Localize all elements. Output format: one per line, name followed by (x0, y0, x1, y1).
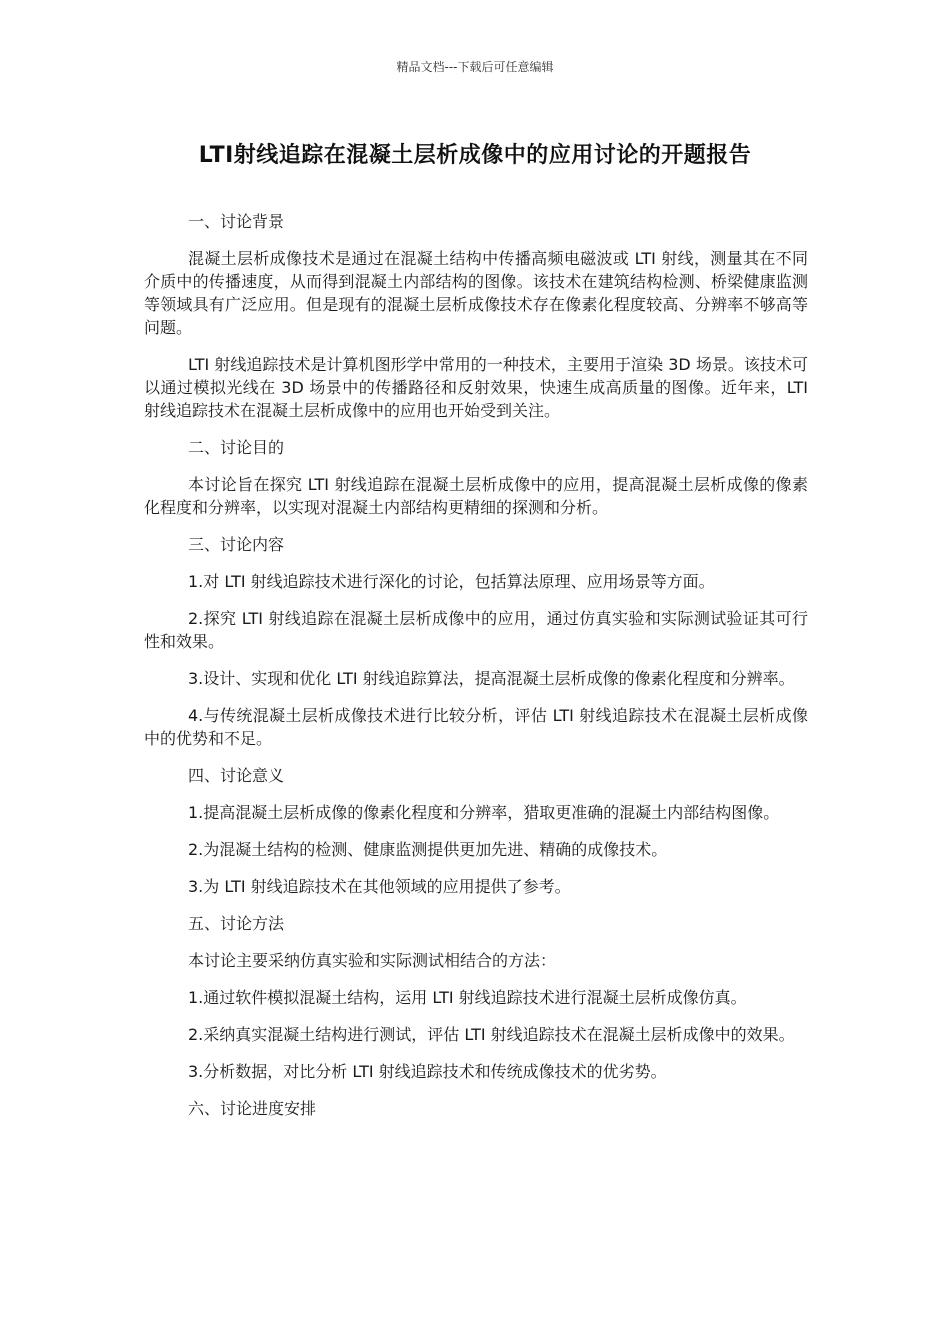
section-heading-significance: 四、讨论意义 (188, 766, 285, 785)
paragraph: 本讨论主要采纳仿真实验和实际测试相结合的方法： (188, 951, 557, 970)
list-item: 1.对 LTI 射线追踪技术进行深化的讨论，包括算法原理、应用场景等方面。 (188, 572, 715, 591)
paragraph: 本讨论旨在探究 LTI 射线追踪在混凝土层析成像中的应用，提高混凝土层析成像的像素化程度和分辨率，以实现对混凝土内部结构更精细的探测和分析。 (144, 475, 808, 517)
list-item: 2.探究 LTI 射线追踪在混凝土层析成像中的应用，通过仿真实验和实际测试验证其可行性和效果。 (144, 609, 808, 651)
document-title: LTI射线追踪在混凝土层析成像中的应用讨论的开题报告 (198, 143, 752, 168)
section-heading-method: 五、讨论方法 (188, 914, 285, 933)
page-header: 精品文档---下载后可任意编辑 (396, 60, 554, 74)
document-body (144, 210, 808, 1134)
paragraph: 混凝土层析成像技术是通过在混凝土结构中传播高频电磁波或 LTI 射线，测量其在不同介质中的传播速度，从而得到混凝土内部结构的图像。该技术在建筑结构检测、桥梁健康监测等领域具有广泛应用。但是现有的混凝土层析成像技术存在像素化程度较高、分辨率不够高等问题。 (144, 249, 808, 337)
list-item: 4.与传统混凝土层析成像技术进行比较分析，评估 LTI 射线追踪技术在混凝土层析成像中的优势和不足。 (144, 706, 808, 748)
section-heading-background: 一、讨论背景 (188, 212, 285, 231)
paragraph: LTI 射线追踪技术是计算机图形学中常用的一种技术，主要用于渲染 3D 场景。该技术可以通过模拟光线在 3D 场景中的传播路径和反射效果，快速生成高质量的图像。近年来，LTI 射线追踪技术在混凝土层析成像中的应用也开始受到关注。 (144, 355, 808, 420)
list-item: 3.分析数据，对比分析 LTI 射线追踪技术和传统成像技术的优劣势。 (188, 1062, 667, 1081)
section-heading-purpose: 二、讨论目的 (188, 438, 285, 457)
section-heading-content: 三、讨论内容 (188, 535, 285, 554)
list-item: 2.为混凝土结构的检测、健康监测提供更加先进、精确的成像技术。 (188, 840, 668, 859)
list-item: 3.设计、实现和优化 LTI 射线追踪算法，提高混凝土层析成像的像素化程度和分辨率。 (188, 669, 795, 688)
section-heading-schedule: 六、讨论进度安排 (188, 1099, 317, 1118)
list-item: 1.提高混凝土层析成像的像素化程度和分辨率，猎取更准确的混凝土内部结构图像。 (188, 803, 780, 822)
list-item: 1.通过软件模拟混凝土结构，运用 LTI 射线追踪技术进行混凝土层析成像仿真。 (188, 988, 747, 1007)
list-item: 3.为 LTI 射线追踪技术在其他领域的应用提供了参考。 (188, 877, 571, 896)
list-item: 2.采纳真实混凝土结构进行测试，评估 LTI 射线追踪技术在混凝土层析成像中的效果。 (188, 1025, 795, 1044)
